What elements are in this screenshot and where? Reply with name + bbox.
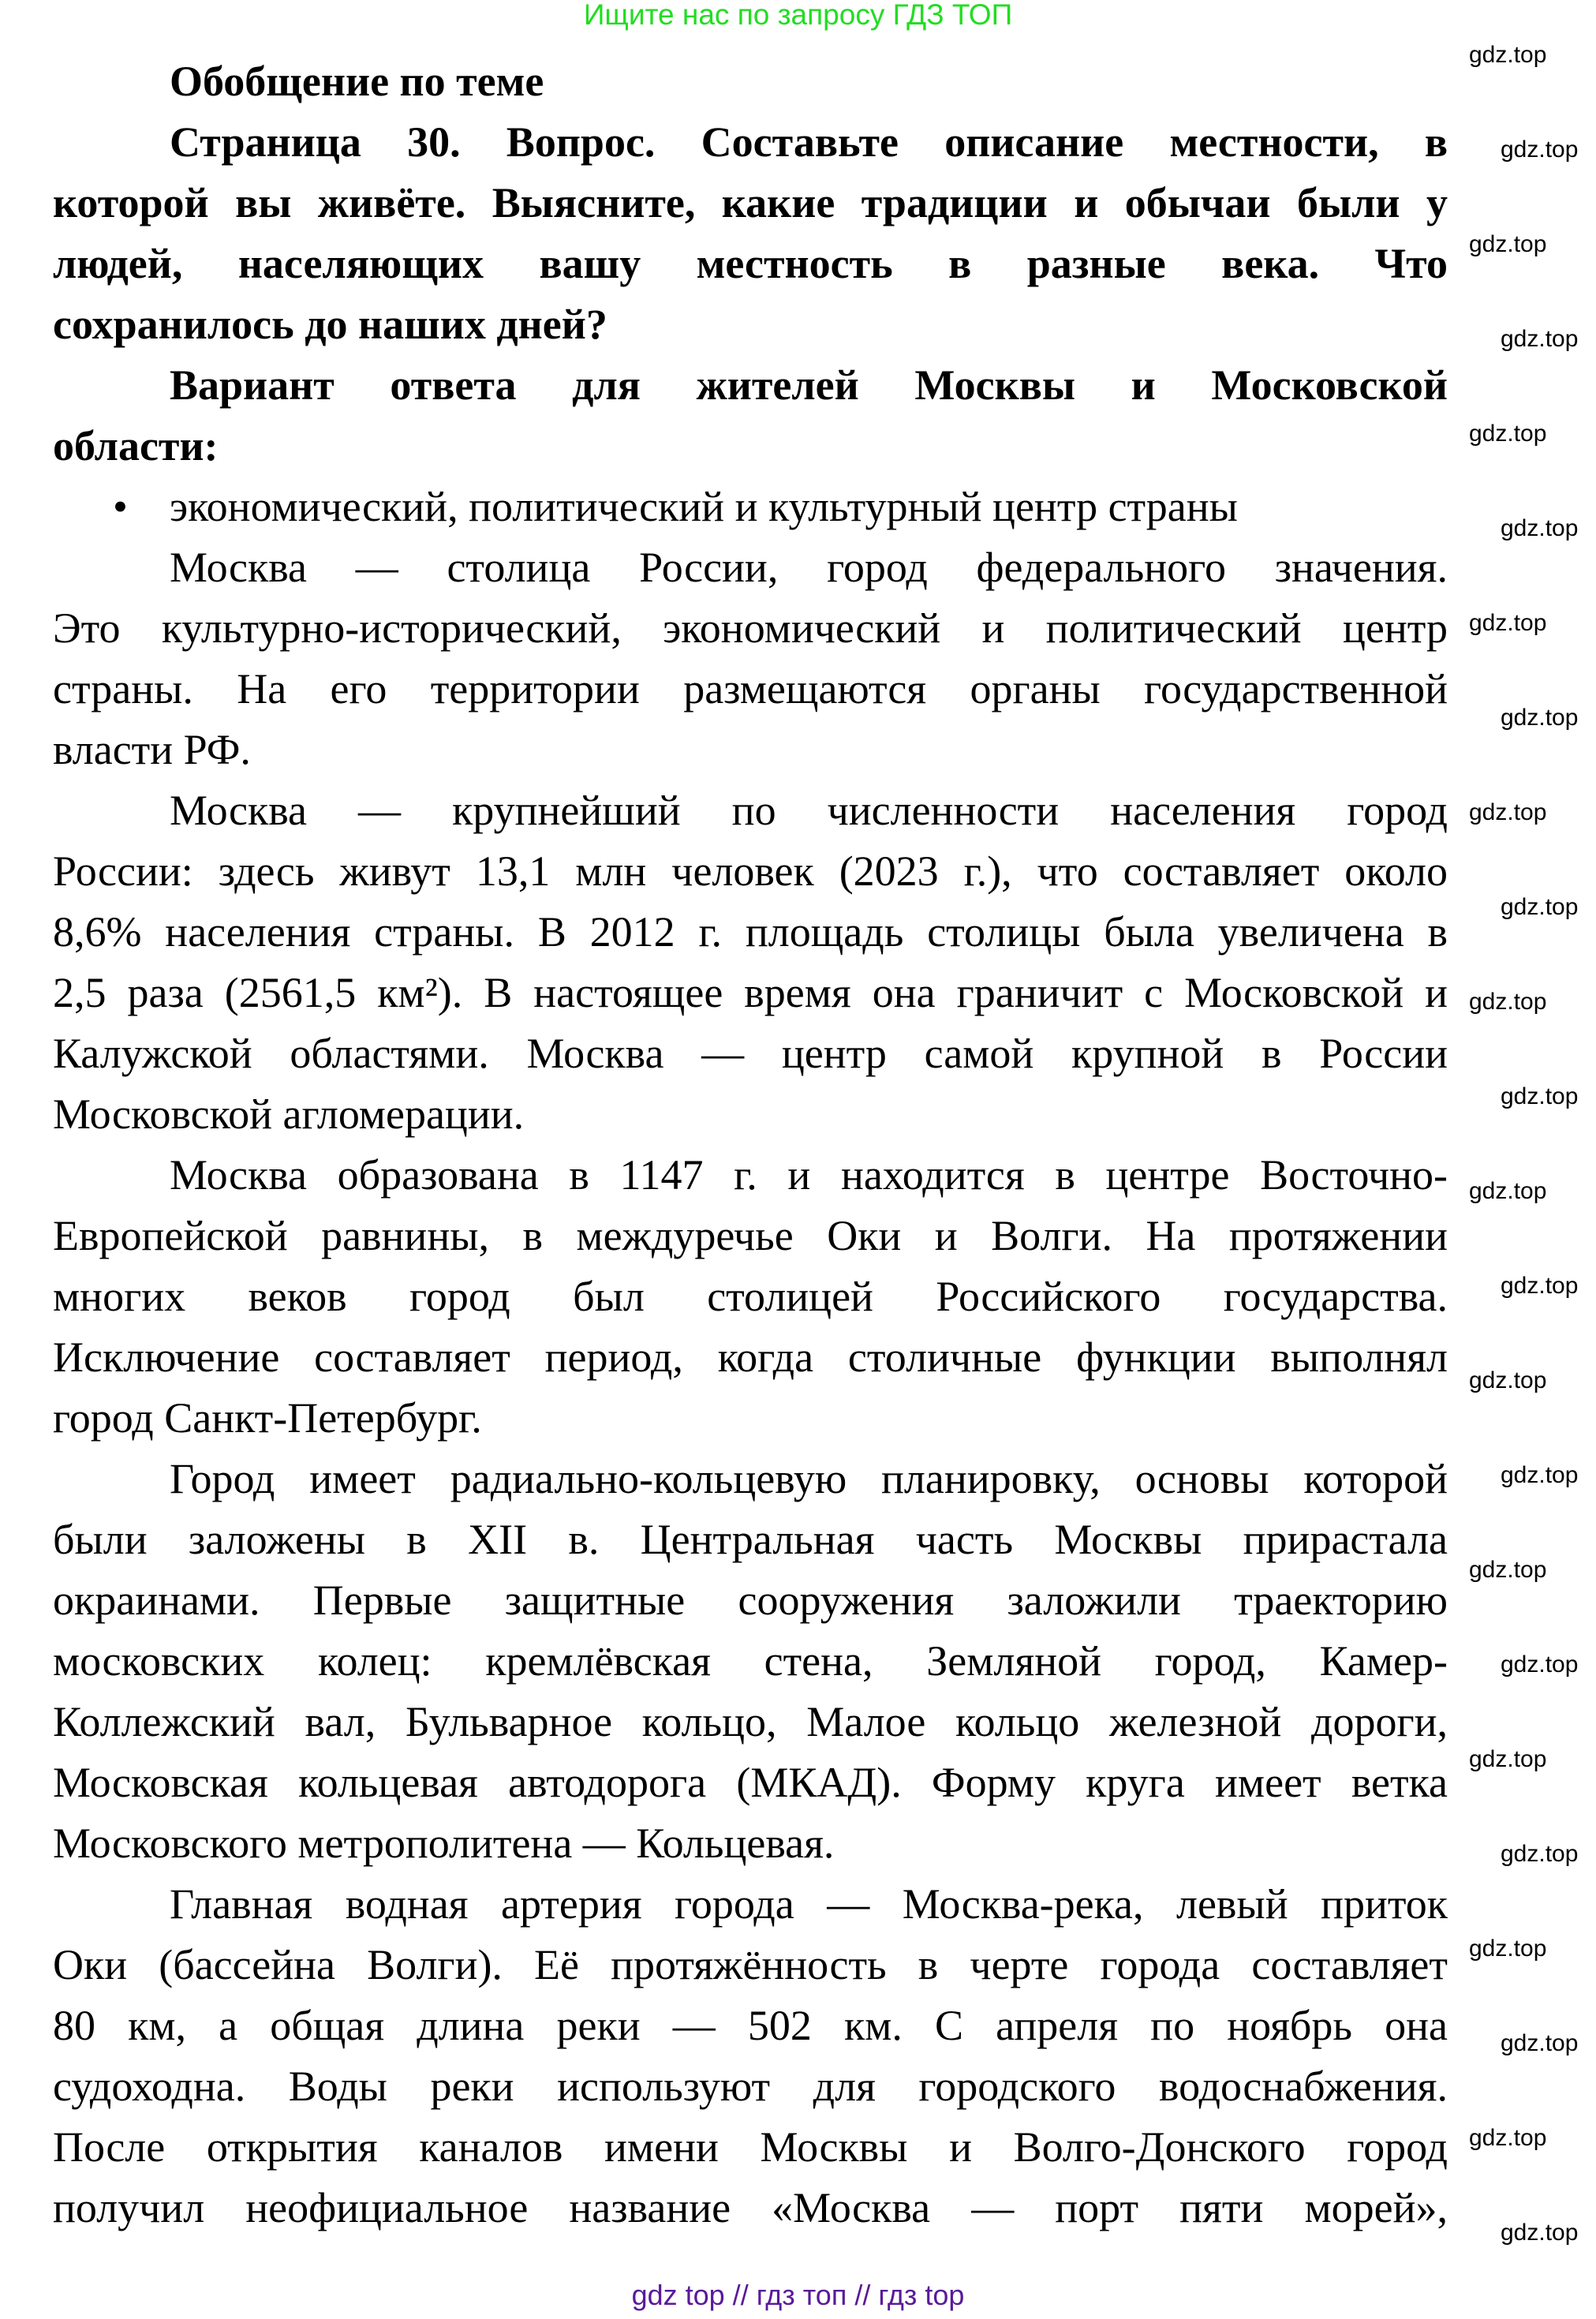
bullet-text: экономический, политический и культурный центр страны <box>170 483 1238 530</box>
text-line <box>53 477 1448 537</box>
watermark: gdz.top <box>1501 137 1579 163</box>
text-line: Москва — крупнейший по численности населения город <box>170 787 1448 834</box>
text-line: Коллежский вал, Бульварное кольцо, Малое кольцо железной дороги, <box>53 1698 1448 1745</box>
text-line: Город имеет радиально-кольцевую планировку, основы которой <box>170 1455 1448 1502</box>
text-line: После открытия каналов имени Москвы и Волго-Донского город <box>53 2123 1448 2171</box>
text-line: Оки (бассейна Волги). Её протяжённость в черте города составляет <box>53 1941 1448 1988</box>
text-line: России: здесь живут 13,1 млн человек (2023 г.), что составляет около <box>53 847 1448 895</box>
text-line: страны. На его территории размещаются органы государственной <box>53 665 1448 713</box>
text-line: Европейской равнины, в междуречье Оки и Волги. На протяжении <box>53 1212 1448 1259</box>
watermark: gdz.top <box>1501 2030 1579 2056</box>
watermark: gdz.top <box>1501 1273 1579 1299</box>
heading-line: сохранилось до наших дней? <box>53 301 607 348</box>
text-line: Калужской областями. Москва — центр самой крупной в России <box>53 1030 1448 1077</box>
watermark: gdz.top <box>1469 989 1547 1015</box>
text-line: судоходна. Воды реки используют для городского водоснабжения. <box>53 2063 1448 2110</box>
watermark: gdz.top <box>1501 515 1579 541</box>
footer-banner[interactable]: gdz top // гдз топ // гдз top <box>631 2279 965 2311</box>
text-line: 2,5 раза (2561,5 км²). В настоящее время она граничит с Московской и <box>53 969 1448 1016</box>
watermark: gdz.top <box>1469 799 1547 825</box>
document-body <box>53 51 1448 2239</box>
watermark: gdz.top <box>1501 326 1579 352</box>
watermark: gdz.top <box>1469 1557 1547 1583</box>
text-line: многих веков город был столицей Российского государства. <box>53 1273 1448 1320</box>
watermark: gdz.top <box>1469 421 1547 447</box>
bullet-icon: • <box>113 483 128 530</box>
watermark: gdz.top <box>1469 610 1547 636</box>
watermark: gdz.top <box>1501 2220 1579 2246</box>
text-line: Это культурно-исторический, экономический и политический центр <box>53 604 1448 652</box>
heading-line: людей, населяющих вашу местность в разные века. Что <box>53 240 1448 287</box>
watermark: gdz.top <box>1469 1178 1547 1204</box>
text-line: Московская кольцевая автодорога (МКАД). Форму круга имеет ветка <box>53 1759 1448 1806</box>
text-line: московских колец: кремлёвская стена, Земляной город, Камер- <box>53 1637 1448 1685</box>
search-banner[interactable]: Ищите нас по запросу ГДЗ ТОП <box>583 0 1013 31</box>
text-line: 8,6% населения страны. В 2012 г. площадь столицы была увеличена в <box>53 908 1448 956</box>
heading-line: Обобщение по теме <box>170 58 544 105</box>
text-line: Москва — столица России, город федерального значения. <box>170 544 1448 591</box>
watermark: gdz.top <box>1469 1367 1547 1393</box>
heading-line: области: <box>53 422 219 469</box>
text-line: были заложены в XII в. Центральная часть Москвы прирастала <box>53 1516 1448 1563</box>
text-line: Московской агломерации. <box>53 1090 525 1138</box>
text-line: окраинами. Первые защитные сооружения заложили траекторию <box>53 1577 1448 1624</box>
watermark: gdz.top <box>1501 1841 1579 1867</box>
watermark: gdz.top <box>1501 1651 1579 1678</box>
watermark: gdz.top <box>1469 1746 1547 1772</box>
watermark: gdz.top <box>1501 705 1579 731</box>
heading-line: Вариант ответа для жителей Москвы и Московской <box>170 361 1448 409</box>
text-line: город Санкт-Петербург. <box>53 1394 482 1442</box>
heading-line: которой вы живёте. Выясните, какие традиции и обычаи были у <box>53 179 1448 226</box>
text-line: Главная водная артерия города — Москва-река, левый приток <box>170 1880 1448 1928</box>
watermark: gdz.top <box>1501 1462 1579 1488</box>
text-line: Исключение составляет период, когда столичные функции выполнял <box>53 1333 1448 1381</box>
watermark: gdz.top <box>1501 1083 1579 1109</box>
watermark: gdz.top <box>1501 894 1579 920</box>
text-line: Московского метрополитена — Кольцевая. <box>53 1820 835 1867</box>
heading-line: Страница 30. Вопрос. Составьте описание местности, в <box>170 118 1448 166</box>
text-line: Москва образована в 1147 г. и находится в центре Восточно- <box>170 1151 1448 1199</box>
watermark: gdz.top <box>1469 1936 1547 1962</box>
text-line: получил неофициальное название «Москва — порт пяти морей», <box>53 2184 1448 2231</box>
watermark: gdz.top <box>1469 2125 1547 2151</box>
watermark: gdz.top <box>1469 42 1547 68</box>
text-line: 80 км, а общая длина реки — 502 км. С апреля по ноябрь она <box>53 2002 1448 2049</box>
text-line: власти РФ. <box>53 726 251 773</box>
watermark: gdz.top <box>1469 231 1547 257</box>
